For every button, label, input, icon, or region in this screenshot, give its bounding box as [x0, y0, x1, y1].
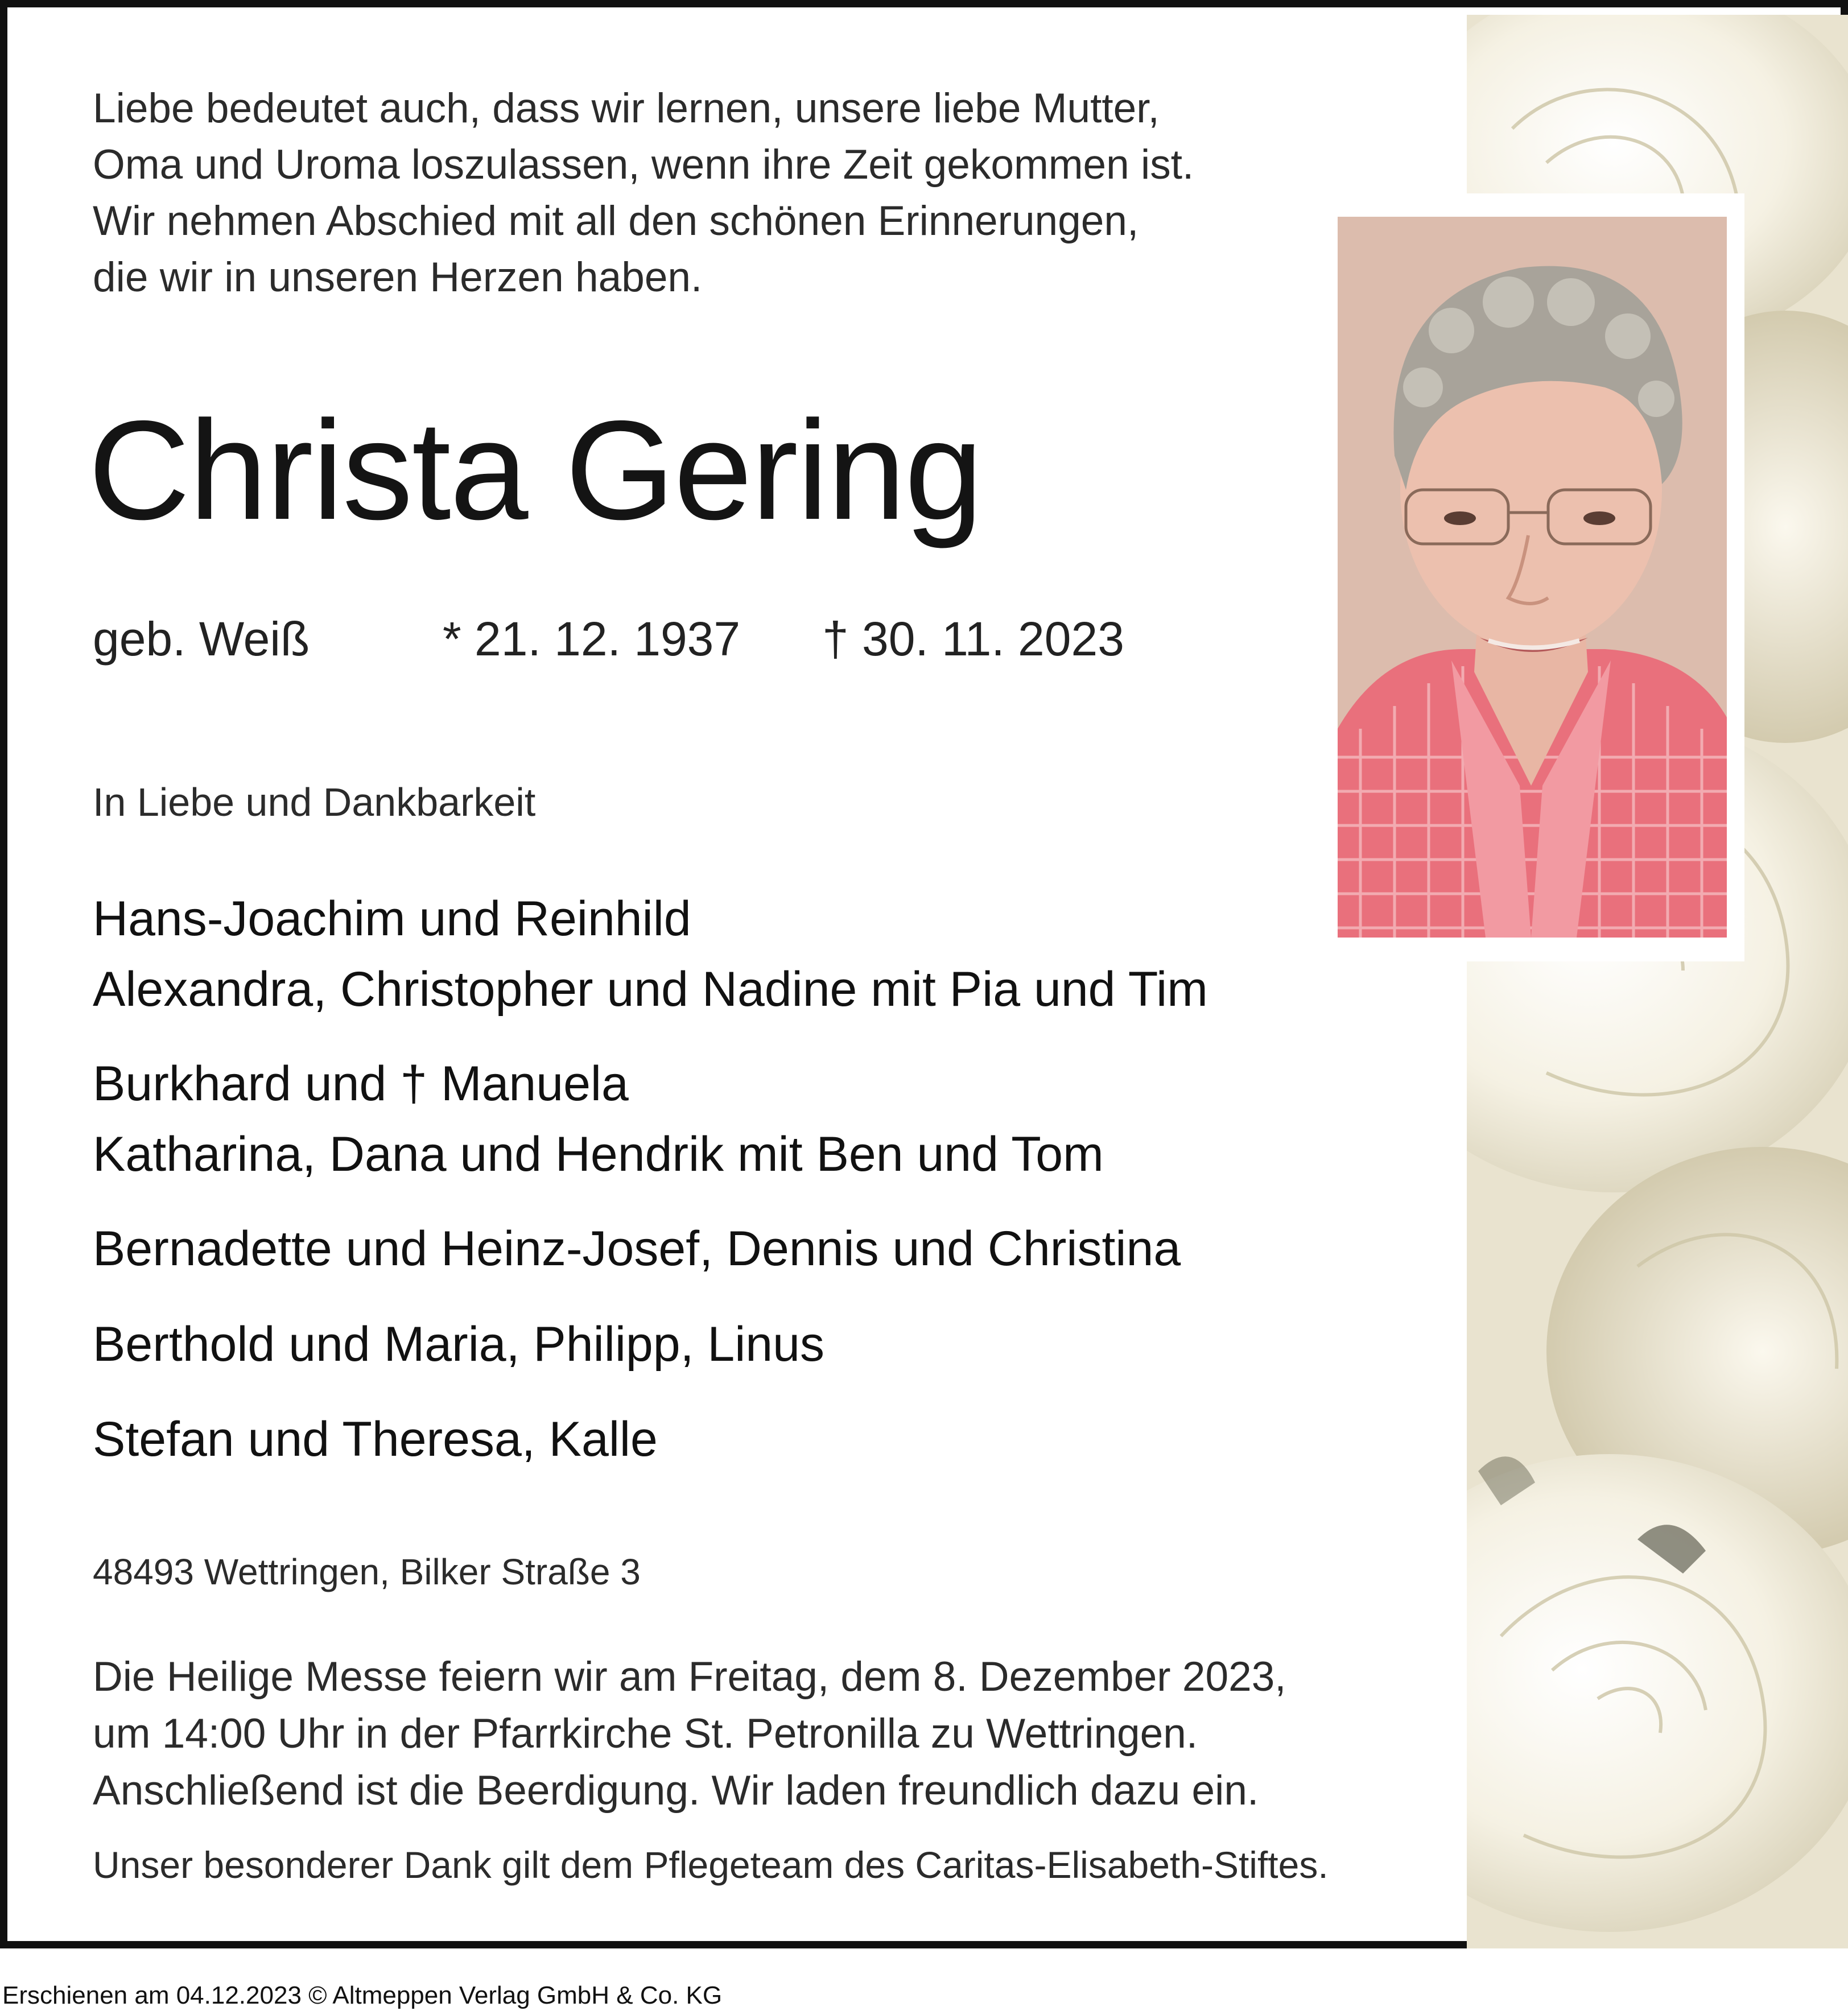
- quote-line: die wir in unseren Herzen haben.: [93, 254, 703, 300]
- family-group: [93, 883, 1208, 1025]
- funeral-mass-notice: [93, 1649, 1286, 1819]
- quote-line: Oma und Uroma loszulassen, wenn ihre Zeit gekommen ist.: [93, 142, 1194, 188]
- family-group: [93, 1213, 1181, 1284]
- mass-line: um 14:00 Uhr in der Pfarrkirche St. Petronilla zu Wettringen.: [93, 1711, 1198, 1757]
- special-thanks: Unser besonderer Dank gilt dem Pflegeteam des Caritas-Elisabeth-Stiftes.: [93, 1844, 1329, 1886]
- address: 48493 Wettringen, Bilker Straße 3: [93, 1551, 641, 1592]
- birth-date: * 21. 12. 1937: [443, 612, 741, 666]
- publication-footer: Erschienen am 04.12.2023 © Altmeppen Verlag GmbH & Co. KG: [2, 1981, 723, 2009]
- quote-line: Wir nehmen Abschied mit all den schönen Erinnerungen,: [93, 198, 1139, 244]
- quote-line: Liebe bedeutet auch, dass wir lernen, unsere liebe Mutter,: [93, 85, 1160, 131]
- birth-name: geb. Weiß: [93, 612, 310, 666]
- memorial-quote: [93, 80, 1194, 305]
- mass-line: Anschließend ist die Beerdigung. Wir laden freundlich dazu ein.: [93, 1768, 1259, 1814]
- family-line: Stefan und Theresa, Kalle: [93, 1412, 658, 1467]
- family-group: [93, 1048, 1104, 1190]
- family-line: Berthold und Maria, Philipp, Linus: [93, 1317, 824, 1372]
- family-line: Katharina, Dana und Hendrik mit Ben und Tom: [93, 1127, 1104, 1182]
- dedication-line: In Liebe und Dankbarkeit: [93, 780, 536, 824]
- mass-line: Die Heilige Messe feiern wir am Freitag, dem 8. Dezember 2023,: [93, 1654, 1286, 1700]
- deceased-name: Christa Gering: [88, 391, 982, 549]
- family-line: Alexandra, Christopher und Nadine mit Pia und Tim: [93, 962, 1208, 1017]
- family-line: Burkhard und † Manuela: [93, 1056, 629, 1111]
- family-group: [93, 1404, 658, 1475]
- family-line: Hans-Joachim und Reinhild: [93, 891, 691, 946]
- death-date: † 30. 11. 2023: [822, 612, 1124, 666]
- portrait-photo: [1338, 217, 1727, 938]
- family-group: [93, 1309, 824, 1380]
- family-line: Bernadette und Heinz-Josef, Dennis und Christina: [93, 1221, 1181, 1276]
